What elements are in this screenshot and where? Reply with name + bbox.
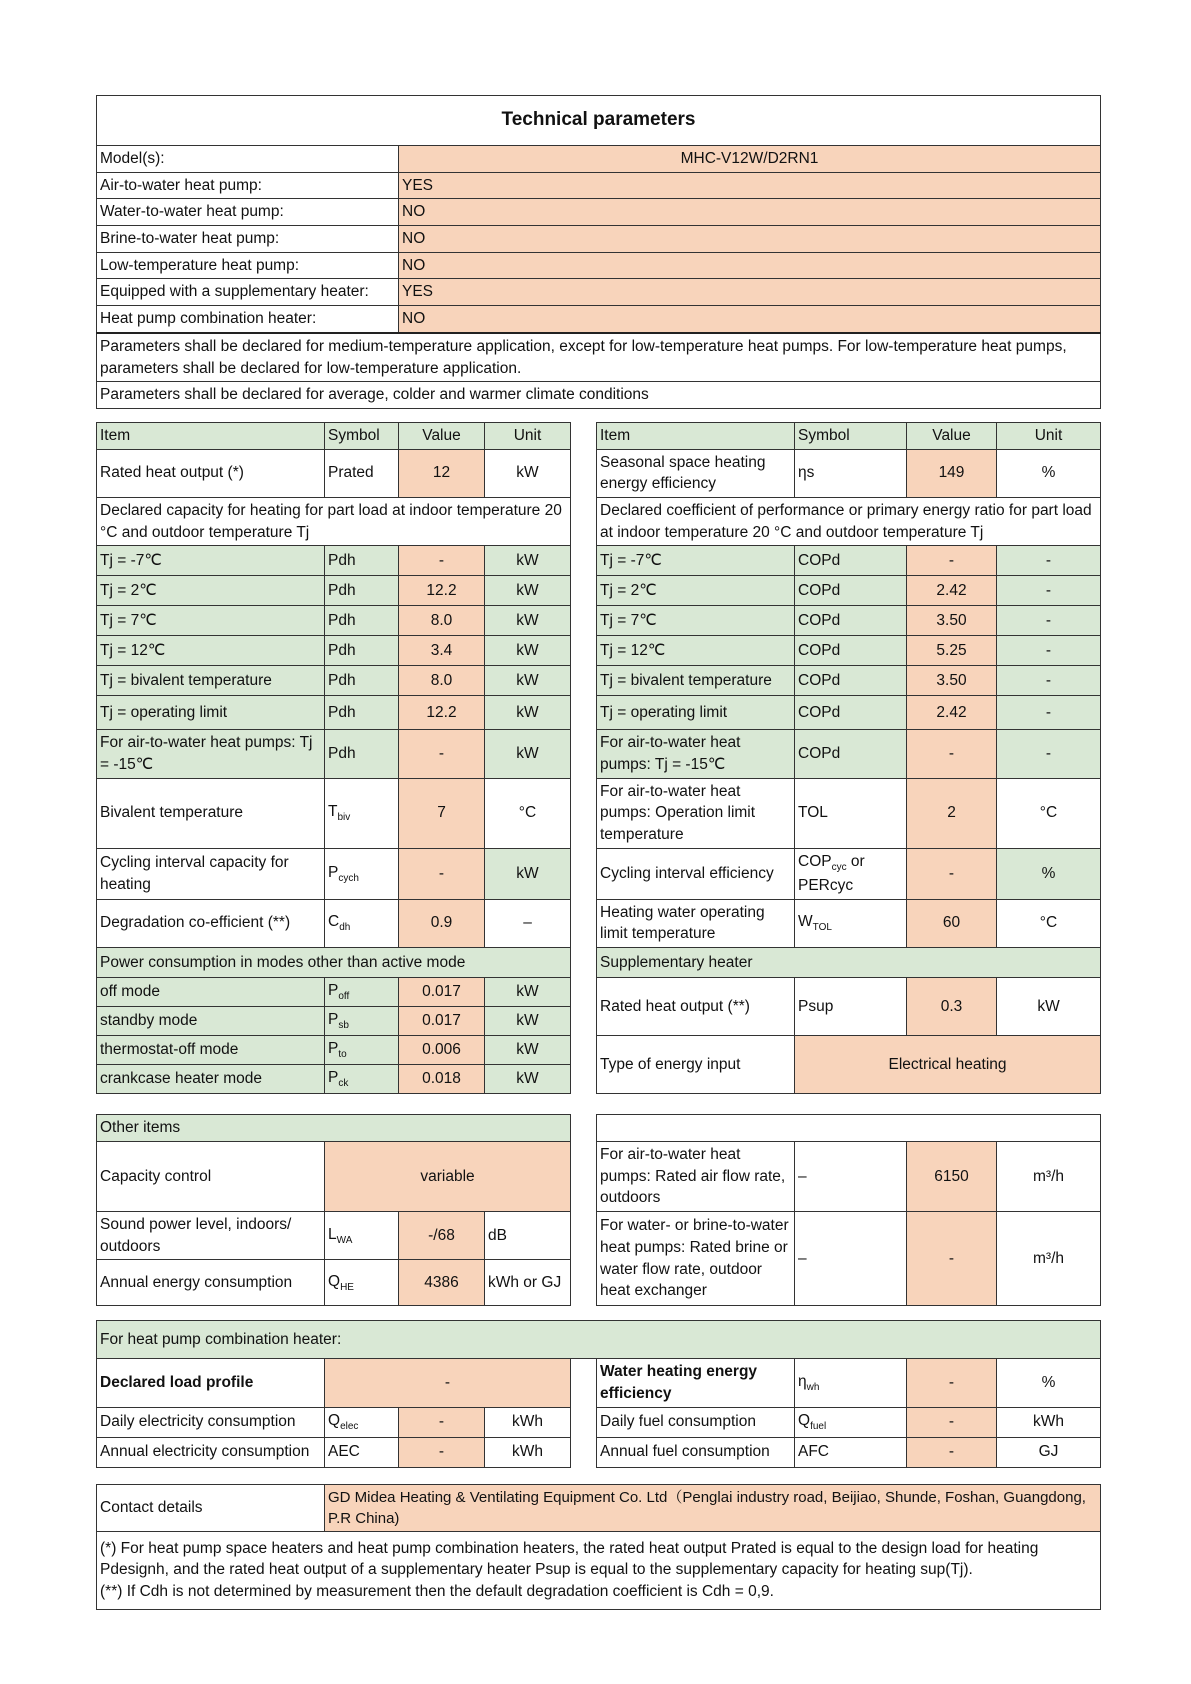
cycling-efficiency-value: - [907, 848, 997, 899]
flag-label: Low-temperature heat pump: [97, 252, 399, 279]
header-unit: Unit [997, 422, 1101, 449]
brine-flow-rate-unit: m³/h [997, 1212, 1101, 1306]
tj-label: Tj = operating limit [97, 696, 325, 730]
tj-symbol: COPd [795, 606, 907, 636]
daily-fuel-value: - [907, 1407, 997, 1437]
header-unit: Unit [485, 422, 571, 449]
parameters-table [96, 95, 1101, 1610]
annual-fuel-unit: GJ [997, 1437, 1101, 1467]
tj-label: For air-to-water heat pumps: Tj = -15℃ [97, 730, 325, 778]
supp-rated-output-value: 0.3 [907, 977, 997, 1035]
tj-symbol: COPd [795, 730, 907, 778]
tj-value: 8.0 [399, 606, 485, 636]
tj-label: Tj = bivalent temperature [97, 666, 325, 696]
annual-electricity-symbol: AEC [325, 1437, 399, 1467]
footnote-rated-output: (*) For heat pump space heaters and heat pump combination heaters, the rated heat output Prated is equal to the design load for heating Pdesignh, and the rated heat output of a supplementary heater Psup is equal to the supplementary capacity for heating sup(Tj). [100, 1539, 1039, 1579]
tj-symbol: COPd [795, 636, 907, 666]
tj-value: 3.4 [399, 636, 485, 666]
annual-energy-unit: kWh or GJ [485, 1260, 571, 1306]
energy-input-type-label: Type of energy input [597, 1036, 795, 1094]
rated-heat-output-label: Rated heat output (*) [97, 449, 325, 497]
sound-power-value: -/68 [399, 1212, 485, 1260]
part-load-capacity-heading: Declared capacity for heating for part load at indoor temperature 20 °C and outdoor temperature Tj [97, 497, 571, 545]
tj-value: 3.50 [907, 666, 997, 696]
mode-value: 0.017 [399, 977, 485, 1006]
tj-label: Tj = 2℃ [597, 576, 795, 606]
tj-symbol: COPd [795, 696, 907, 730]
tj-symbol: COPd [795, 546, 907, 576]
tj-label: Tj = 12℃ [97, 636, 325, 666]
mode-symbol: $P_{off}$ [325, 977, 399, 1006]
sound-power-label: Sound power level, indoors/ outdoors [97, 1212, 325, 1260]
tj-unit: kW [485, 696, 571, 730]
annual-fuel-value: - [907, 1437, 997, 1467]
tj-value: - [399, 546, 485, 576]
annual-electricity-value: - [399, 1437, 485, 1467]
air-flow-rate-value: 6150 [907, 1141, 997, 1211]
supp-rated-output-unit: kW [997, 977, 1101, 1035]
flag-label: Water-to-water heat pump: [97, 199, 399, 226]
mode-unit: kW [485, 1036, 571, 1065]
header-item: Item [97, 422, 325, 449]
supp-rated-output-label: Rated heat output (**) [597, 977, 795, 1035]
water-operating-limit-unit: °C [997, 899, 1101, 947]
cycling-capacity-symbol: $P_{cych}$ [325, 848, 399, 899]
annual-fuel-label: Annual fuel consumption [597, 1437, 795, 1467]
annual-energy-symbol: $Q_{HE}$ [325, 1260, 399, 1306]
tj-label: Tj = -7℃ [597, 546, 795, 576]
brine-flow-rate-value: - [907, 1212, 997, 1306]
mode-unit: kW [485, 1065, 571, 1094]
tj-unit: - [997, 576, 1101, 606]
flag-label: Air-to-water heat pump: [97, 172, 399, 199]
water-operating-limit-symbol: $W_{TOL}$ [795, 899, 907, 947]
tj-unit: - [997, 636, 1101, 666]
mode-label: crankcase heater mode [97, 1065, 325, 1094]
annual-energy-label: Annual energy consumption [97, 1260, 325, 1306]
tj-symbol: Pdh [325, 730, 399, 778]
tj-symbol: COPd [795, 576, 907, 606]
air-flow-rate-unit: m³/h [997, 1141, 1101, 1211]
tj-value: 2.42 [907, 576, 997, 606]
mode-symbol: $P_{to}$ [325, 1036, 399, 1065]
tj-unit: - [997, 696, 1101, 730]
header-symbol: Symbol [795, 422, 907, 449]
sound-power-unit: dB [485, 1212, 571, 1260]
tj-symbol: Pdh [325, 636, 399, 666]
tj-unit: - [997, 666, 1101, 696]
bivalent-temperature-value: 7 [399, 778, 485, 848]
flag-value: YES [399, 279, 1101, 306]
mode-value: 0.017 [399, 1007, 485, 1036]
tj-value: 2.42 [907, 696, 997, 730]
mode-label: standby mode [97, 1007, 325, 1036]
contact-details-label: Contact details [97, 1484, 325, 1531]
rated-heat-output-symbol: Prated [325, 449, 399, 497]
model-value: MHC-V12W/D2RN1 [399, 146, 1101, 173]
water-heating-efficiency-unit: % [997, 1359, 1101, 1407]
tj-value: - [907, 730, 997, 778]
degradation-coefficient-label: Degradation co-efficient (**) [97, 899, 325, 947]
flag-label: Brine-to-water heat pump: [97, 226, 399, 253]
supp-rated-output-symbol: Psup [795, 977, 907, 1035]
flag-label: Equipped with a supplementary heater: [97, 279, 399, 306]
water-heating-efficiency-value: - [907, 1359, 997, 1407]
energy-input-type-value: Electrical heating [795, 1036, 1101, 1094]
tj-label: Tj = bivalent temperature [597, 666, 795, 696]
annual-fuel-symbol: AFC [795, 1437, 907, 1467]
air-flow-rate-symbol: – [795, 1141, 907, 1211]
tj-symbol: Pdh [325, 576, 399, 606]
mode-symbol: $P_{sb}$ [325, 1007, 399, 1036]
header-symbol: Symbol [325, 422, 399, 449]
tj-label: Tj = 12℃ [597, 636, 795, 666]
tj-value: - [907, 546, 997, 576]
tj-label: Tj = -7℃ [97, 546, 325, 576]
rated-heat-output-unit: kW [485, 449, 571, 497]
load-profile-value: - [325, 1359, 571, 1407]
cycling-capacity-label: Cycling interval capacity for heating [97, 848, 325, 899]
annual-electricity-unit: kWh [485, 1437, 571, 1467]
cycling-capacity-value: - [399, 848, 485, 899]
tj-value: 3.50 [907, 606, 997, 636]
flag-value: NO [399, 226, 1101, 253]
flag-label: Heat pump combination heater: [97, 306, 399, 333]
daily-fuel-label: Daily fuel consumption [597, 1407, 795, 1437]
brine-flow-rate-symbol: – [795, 1212, 907, 1306]
cycling-capacity-unit: kW [485, 848, 571, 899]
daily-electricity-symbol: $Q_{elec}$ [325, 1407, 399, 1437]
daily-fuel-unit: kWh [997, 1407, 1101, 1437]
tj-symbol: Pdh [325, 666, 399, 696]
contact-details-value: GD Midea Heating & Ventilating Equipment Co. Ltd（Penglai industry road, Beijiao, Shunde, Foshan, Guangdong, P.R China) [325, 1484, 1101, 1531]
part-load-cop-heading: Declared coefficient of performance or primary energy ratio for part load at indoor temperature 20 °C and outdoor temperature Tj [597, 497, 1101, 545]
degradation-coefficient-unit: – [485, 899, 571, 947]
tj-symbol: Pdh [325, 546, 399, 576]
daily-electricity-value: - [399, 1407, 485, 1437]
tj-label: Tj = 7℃ [97, 606, 325, 636]
tj-label: Tj = operating limit [597, 696, 795, 730]
tj-symbol: Pdh [325, 696, 399, 730]
degradation-coefficient-value: 0.9 [399, 899, 485, 947]
daily-fuel-symbol: $Q_{fuel}$ [795, 1407, 907, 1437]
tj-unit: kW [485, 730, 571, 778]
daily-electricity-label: Daily electricity consumption [97, 1407, 325, 1437]
seasonal-efficiency-symbol: ηs [795, 449, 907, 497]
capacity-control-value: variable [325, 1141, 571, 1211]
tj-label: For air-to-water heat pumps: Tj = -15℃ [597, 730, 795, 778]
tj-unit: kW [485, 606, 571, 636]
operation-limit-label: For air-to-water heat pumps: Operation limit temperature [597, 778, 795, 848]
technical-parameters-sheet [96, 95, 1100, 1610]
footnotes [97, 1531, 1101, 1609]
tj-value: - [399, 730, 485, 778]
tj-label: Tj = 2℃ [97, 576, 325, 606]
combination-heater-heading: For heat pump combination heater: [97, 1321, 1101, 1359]
degradation-coefficient-symbol: $C_{dh}$ [325, 899, 399, 947]
seasonal-efficiency-value: 149 [907, 449, 997, 497]
water-heating-efficiency-label: Water heating energy efficiency [597, 1359, 795, 1407]
tj-unit: kW [485, 576, 571, 606]
seasonal-efficiency-label: Seasonal space heating energy efficiency [597, 449, 795, 497]
annual-energy-value: 4386 [399, 1260, 485, 1306]
flag-value: YES [399, 172, 1101, 199]
mode-unit: kW [485, 1007, 571, 1036]
tj-unit: kW [485, 546, 571, 576]
tj-symbol: COPd [795, 666, 907, 696]
sound-power-symbol: $L_{WA}$ [325, 1212, 399, 1260]
tj-unit: - [997, 606, 1101, 636]
bivalent-temperature-unit: °C [485, 778, 571, 848]
tj-value: 8.0 [399, 666, 485, 696]
tj-value: 12.2 [399, 696, 485, 730]
mode-label: thermostat-off mode [97, 1036, 325, 1065]
bivalent-temperature-symbol: $T_{biv}$ [325, 778, 399, 848]
header-value: Value [399, 422, 485, 449]
capacity-control-label: Capacity control [97, 1141, 325, 1211]
page-title: Technical parameters [97, 96, 1101, 146]
mode-label: off mode [97, 977, 325, 1006]
tj-unit: kW [485, 636, 571, 666]
tj-value: 5.25 [907, 636, 997, 666]
supplementary-heater-heading: Supplementary heater [597, 947, 1101, 977]
header-value: Value [907, 422, 997, 449]
mode-unit: kW [485, 977, 571, 1006]
tj-unit: - [997, 730, 1101, 778]
mode-symbol: $P_{ck}$ [325, 1065, 399, 1094]
tj-label: Tj = 7℃ [597, 606, 795, 636]
cycling-efficiency-unit: % [997, 848, 1101, 899]
tj-unit: kW [485, 666, 571, 696]
header-item: Item [597, 422, 795, 449]
power-consumption-heading: Power consumption in modes other than active mode [97, 947, 571, 977]
air-flow-rate-label: For air-to-water heat pumps: Rated air flow rate, outdoors [597, 1141, 795, 1211]
tj-unit: - [997, 546, 1101, 576]
operation-limit-symbol: TOL [795, 778, 907, 848]
other-items-heading: Other items [97, 1115, 571, 1142]
brine-flow-rate-label: For water- or brine-to-water heat pumps: Rated brine or water flow rate, outdoor heat exchanger [597, 1212, 795, 1306]
daily-electricity-unit: kWh [485, 1407, 571, 1437]
load-profile-label: Declared load profile [97, 1359, 325, 1407]
tj-value: 12.2 [399, 576, 485, 606]
note-temperature-application: Parameters shall be declared for medium-temperature application, except for low-temperature heat pumps. For low-temperature heat pumps, parameters shall be declared for low-temperature application. [97, 333, 1101, 382]
model-label: Model(s): [97, 146, 399, 173]
operation-limit-unit: °C [997, 778, 1101, 848]
cycling-efficiency-symbol: $COP_{cyc}$ or PERcyc [795, 848, 907, 899]
water-heating-efficiency-symbol: $\eta_{wh}$ [795, 1359, 907, 1407]
flag-value: NO [399, 306, 1101, 333]
annual-electricity-label: Annual electricity consumption [97, 1437, 325, 1467]
mode-value: 0.006 [399, 1036, 485, 1065]
note-climate-conditions: Parameters shall be declared for average, colder and warmer climate conditions [97, 382, 1101, 409]
flag-value: NO [399, 252, 1101, 279]
mode-value: 0.018 [399, 1065, 485, 1094]
water-operating-limit-label: Heating water operating limit temperature [597, 899, 795, 947]
tj-symbol: Pdh [325, 606, 399, 636]
bivalent-temperature-label: Bivalent temperature [97, 778, 325, 848]
rated-heat-output-value: 12 [399, 449, 485, 497]
flag-value: NO [399, 199, 1101, 226]
cycling-efficiency-label: Cycling interval efficiency [597, 848, 795, 899]
operation-limit-value: 2 [907, 778, 997, 848]
water-operating-limit-value: 60 [907, 899, 997, 947]
seasonal-efficiency-unit: % [997, 449, 1101, 497]
footnote-degradation: (**) If Cdh is not determined by measurement then the default degradation coefficient is Cdh = 0,9. [100, 1583, 774, 1601]
